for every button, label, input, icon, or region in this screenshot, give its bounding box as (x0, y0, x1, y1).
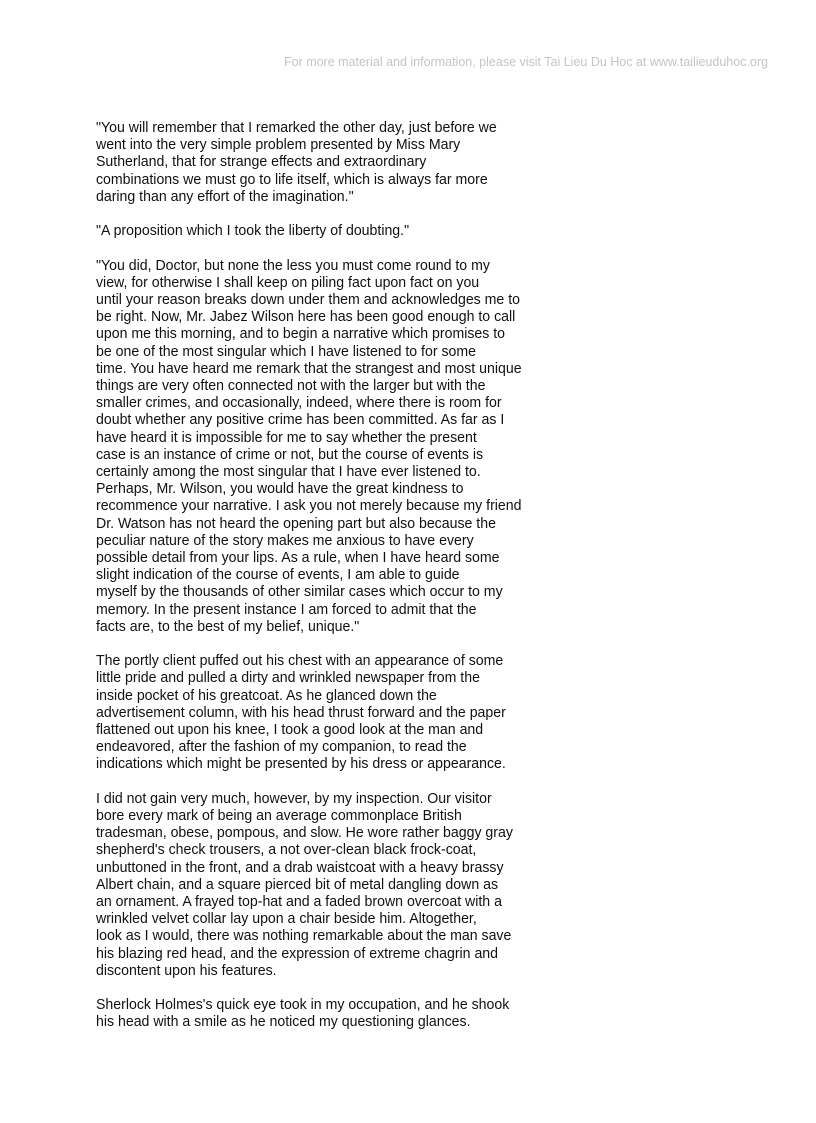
text-line: Sherlock Holmes's quick eye took in my occupation, and he shook (96, 996, 510, 1014)
paragraph (96, 652, 542, 772)
text-line: went into the very simple problem presented by Miss Mary (96, 136, 461, 154)
text-line: his head with a smile as he noticed my questioning glances. (96, 1013, 471, 1031)
text-line: Sutherland, that for strange effects and extraordinary (96, 153, 427, 171)
text-line: until your reason breaks down under them and acknowledges me to (96, 291, 520, 308)
paragraph (96, 996, 542, 1030)
text-line: have heard it is impossible for me to say whether the present (96, 428, 477, 446)
text-line: inside pocket of his greatcoat. As he glanced down the (96, 686, 437, 704)
text-line: facts are, to the best of my belief, unique." (96, 617, 360, 635)
header-note: For more material and information, please visit Tai Lieu Du Hoc at www.tailieuduhoc.org (283, 55, 768, 69)
text-line: memory. In the present instance I am forced to admit that the (96, 600, 477, 618)
text-line: look as I would, there was nothing remarkable about the man save (96, 927, 512, 945)
text-line: I did not gain very much, however, by my inspection. Our visitor (96, 789, 492, 807)
text-line: certainly among the most singular that I have ever listened to. (96, 463, 481, 481)
text-line: his blazing red head, and the expression of extreme chagrin and (96, 944, 499, 962)
text-line: possible detail from your lips. As a rule, when I have heard some (96, 549, 500, 567)
text-line: recommence your narrative. I ask you not merely because my friend (96, 497, 522, 515)
text-line: "You did, Doctor, but none the less you must come round to my (96, 256, 490, 274)
text-line: discontent upon his features. (96, 961, 277, 979)
text-line: wrinkled velvet collar lay upon a chair beside him. Altogether, (96, 910, 477, 928)
text-line: doubt whether any positive crime has been committed. As far as I (96, 411, 505, 429)
text-line: flattened out upon his knee, I took a good look at the man and (96, 721, 484, 739)
text-line: Albert chain, and a square pierced bit of metal dangling down as (96, 875, 499, 893)
text-line: time. You have heard me remark that the strangest and most unique (96, 359, 522, 377)
paragraph (96, 790, 542, 979)
text-line: an ornament. A frayed top-hat and a faded brown overcoat with a (96, 893, 502, 911)
paragraph (96, 222, 542, 239)
paragraph (96, 119, 542, 205)
text-line: smaller crimes, and occasionally, indeed, where there is room for (96, 394, 502, 412)
text-line: view, for otherwise I shall keep on piling fact upon fact on you (96, 273, 480, 291)
text-line: "A proposition which I took the liberty of doubting." (96, 222, 410, 240)
page-body (96, 119, 576, 1048)
text-line: The portly client puffed out his chest with an appearance of some (96, 652, 504, 670)
text-line: slight indication of the course of events, I am able to guide (96, 566, 460, 584)
text-line: little pride and pulled a dirty and wrinkled newspaper from the (96, 669, 480, 687)
text-line: unbuttoned in the front, and a drab waistcoat with a heavy brassy (96, 858, 504, 876)
text-line: daring than any effort of the imagination." (96, 187, 354, 205)
text-line: combinations we must go to life itself, which is always far more (96, 170, 488, 188)
text-line: Dr. Watson has not heard the opening part but also because the (96, 514, 496, 532)
text-line: peculiar nature of the story makes me anxious to have every (96, 531, 474, 549)
text-line: be one of the most singular which I have listened to for some (96, 342, 477, 360)
text-line: Perhaps, Mr. Wilson, you would have the great kindness to (96, 480, 464, 498)
text-line: myself by the thousands of other similar cases which occur to my (96, 583, 503, 601)
paragraph (96, 257, 542, 635)
text-line: indications which might be presented by his dress or appearance. (96, 755, 506, 773)
text-line: tradesman, obese, pompous, and slow. He wore rather baggy gray (96, 824, 513, 842)
text-line: things are very often connected not with the larger but with the (96, 377, 486, 395)
text-line: be right. Now, Mr. Jabez Wilson here has been good enough to call (96, 308, 516, 326)
text-line: shepherd's check trousers, a not over-clean black frock-coat, (96, 841, 477, 859)
text-line: advertisement column, with his head thrust forward and the paper (96, 703, 506, 721)
text-line: case is an instance of crime or not, but the course of events is (96, 445, 484, 463)
text-line: bore every mark of being an average commonplace British (96, 807, 462, 825)
text-line: "You will remember that I remarked the other day, just before we (96, 119, 497, 136)
text-line: endeavored, after the fashion of my companion, to read the (96, 738, 467, 756)
text-line: upon me this morning, and to begin a narrative which promises to (96, 325, 506, 343)
